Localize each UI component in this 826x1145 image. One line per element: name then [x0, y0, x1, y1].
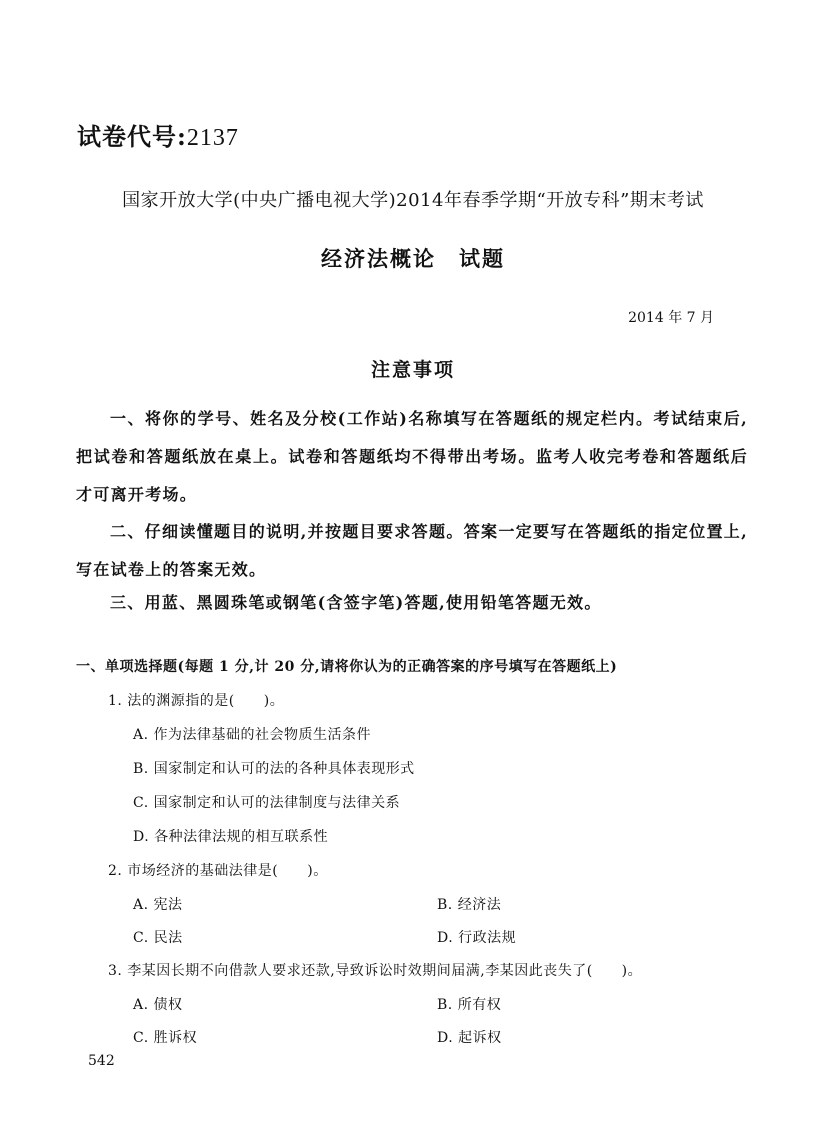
question-1-option-b: B. 国家制定和认可的法的各种具体表现形式 [133, 761, 415, 777]
notice-item-2: 二、仔细读懂题目的说明,并按题目要求答题。答案一定要写在答题纸的指定位置上,写在试卷上的答案无效。 [76, 522, 748, 579]
exam-title: 国家开放大学(中央广播电视大学)2014年春季学期“开放专科”期末考试 [122, 190, 704, 211]
paper-code-label: 试卷代号: [77, 122, 187, 151]
question-3-stem: 3. 李某因长期不向借款人要求还款,导致诉讼时效期间届满,李某因此丧失了( )。 [108, 963, 643, 979]
question-1-option-d: D. 各种法律法规的相互联系性 [133, 829, 329, 845]
question-1-option-a: A. 作为法律基础的社会物质生活条件 [133, 727, 372, 743]
paper-code [77, 117, 239, 152]
subject-title: 经济法概论 试题 [321, 246, 505, 271]
question-3-option-d: D. 起诉权 [437, 1030, 502, 1046]
question-2-option-a: A. 宪法 [133, 897, 183, 913]
notice-item-3: 三、用蓝、黑圆珠笔或钢笔(含签字笔)答题,使用铅笔答题无效。 [110, 593, 602, 612]
question-3-option-b: B. 所有权 [437, 997, 502, 1013]
question-1-stem: 1. 法的渊源指的是( )。 [108, 693, 285, 709]
exam-date: 2014 年 7 月 [628, 310, 714, 326]
question-3-option-a: A. 债权 [133, 997, 183, 1013]
notice-heading: 注意事项 [370, 359, 455, 381]
question-1-option-c: C. 国家制定和认可的法律制度与法律关系 [133, 795, 401, 811]
section-heading: 一、单项选择题(每题 1 分,计 20 分,请将你认为的正确答案的序号填写在答题纸上) [76, 659, 618, 675]
notice-item-1: 一、将你的学号、姓名及分校(工作站)名称填写在答题纸的规定栏内。考试结束后,把试卷和答题纸放在桌上。试卷和答题纸均不得带出考场。监考人收完考卷和答题纸后才可离开考场。 [76, 409, 748, 504]
question-2-option-d: D. 行政法规 [437, 930, 517, 946]
question-2-option-c: C. 民法 [133, 930, 183, 946]
page-number: 542 [88, 1053, 115, 1069]
paper-code-number: 2137 [186, 125, 239, 151]
question-3-option-c: C. 胜诉权 [133, 1030, 198, 1046]
question-2-stem: 2. 市场经济的基础法律是( )。 [108, 863, 328, 879]
question-2-option-b: B. 经济法 [437, 897, 502, 913]
